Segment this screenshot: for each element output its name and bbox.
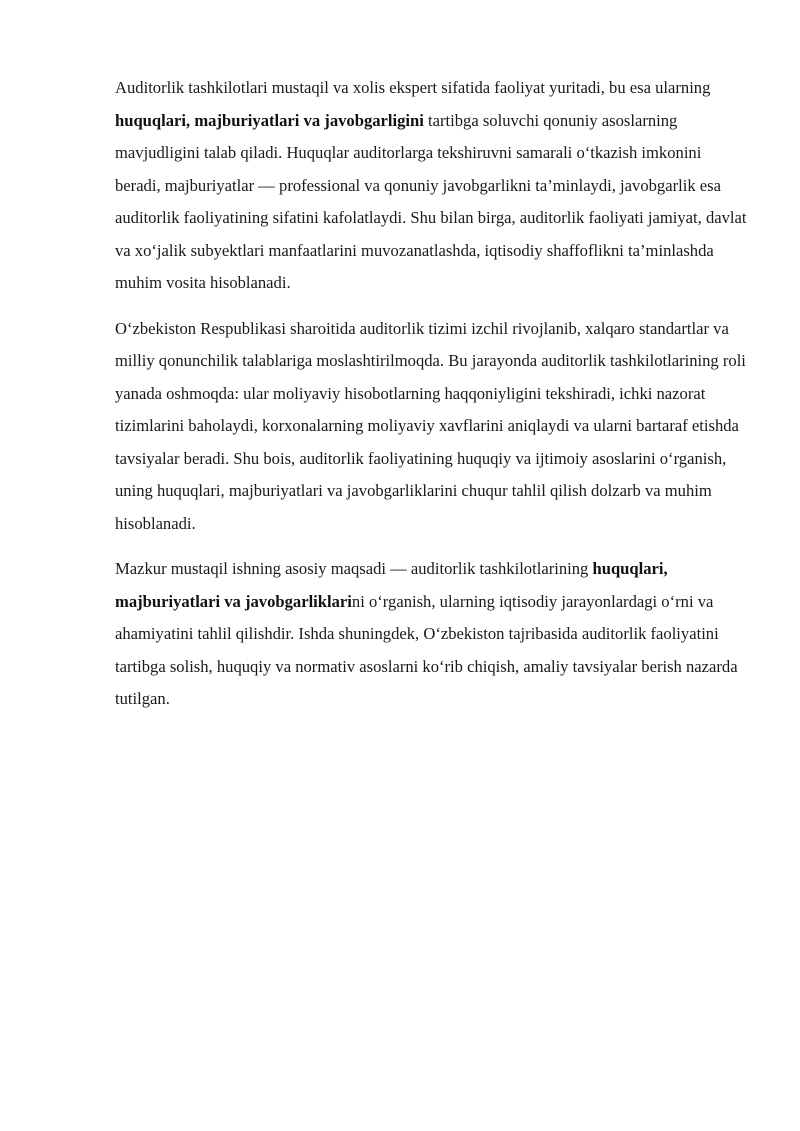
paragraph-2 (115, 313, 750, 541)
paragraph-3-text: Mazkur mustaqil ishning asosiy maqsadi — auditorlik tashkilotlarining (115, 559, 593, 578)
paragraph-1-text: Auditorlik tashkilotlari mustaqil va xolis ekspert sifatida faoliyat yuritadi, bu esa ularning (115, 78, 711, 97)
paragraph-2-text: O‘zbekiston Respublikasi sharoitida auditorlik tizimi izchil rivojlanib, xalqaro standartlar va milliy qonunchilik talablariga moslashtirilmoqda. Bu jarayonda auditorlik tashkilotlarining roli yanada oshmoqda: ular moliyaviy hisobotlarning haqqoniyligini tekshiradi, ichki nazorat tizimlarini baholaydi, korxonalarning moliyaviy xavflarini aniqlaydi va ularni bartaraf etishda tavsiyalar beradi. Shu bois, auditorlik faoliyatining huquqiy va ijtimoiy asoslarini o‘rganish, uning huquqlari, majburiyatlari va javobgarliklarini chuqur tahlil qilish dolzarb va muhim hisoblanadi. (115, 318, 746, 533)
paragraph-3-bold-phrase: huquqlari, majburiyatlari va javobgarliklari (115, 559, 668, 611)
paragraph-3 (115, 553, 750, 716)
paragraph-1-text-continued: tartibga soluvchi qonuniy asoslarning mavjudligini talab qiladi. Huquqlar auditorlarga tekshiruvni samarali o‘tkazish imkonini beradi, majburiyatlar — professional va qonuniy javobgarlikni ta’minlaydi, javobgarlik esa auditorlik faoliyatining sifatini kafolatlaydi. Shu bilan birga, auditorlik faoliyati jamiyat, davlat va xo‘jalik subyektlari manfaatlarini muvozanatlashda, iqtisodiy shaffoflikni ta’minlashda muhim vosita hisoblanadi. (115, 110, 747, 292)
paragraph-1-bold-phrase: huquqlari, majburiyatlari va javobgarligini (115, 110, 424, 130)
paragraph-3-text-continued: ni o‘rganish, ularning iqtisodiy jarayonlardagi o‘rni va ahamiyatini tahlil qilishdir. Ishda shuningdek, O‘zbekiston tajribasida auditorlik faoliyatini tartibga solish, huquqiy va normativ asoslarni ko‘rib chiqish, amaliy tavsiyalar berish nazarda tutilgan. (115, 591, 738, 708)
paragraph-1 (115, 72, 750, 300)
document-body (115, 72, 750, 729)
